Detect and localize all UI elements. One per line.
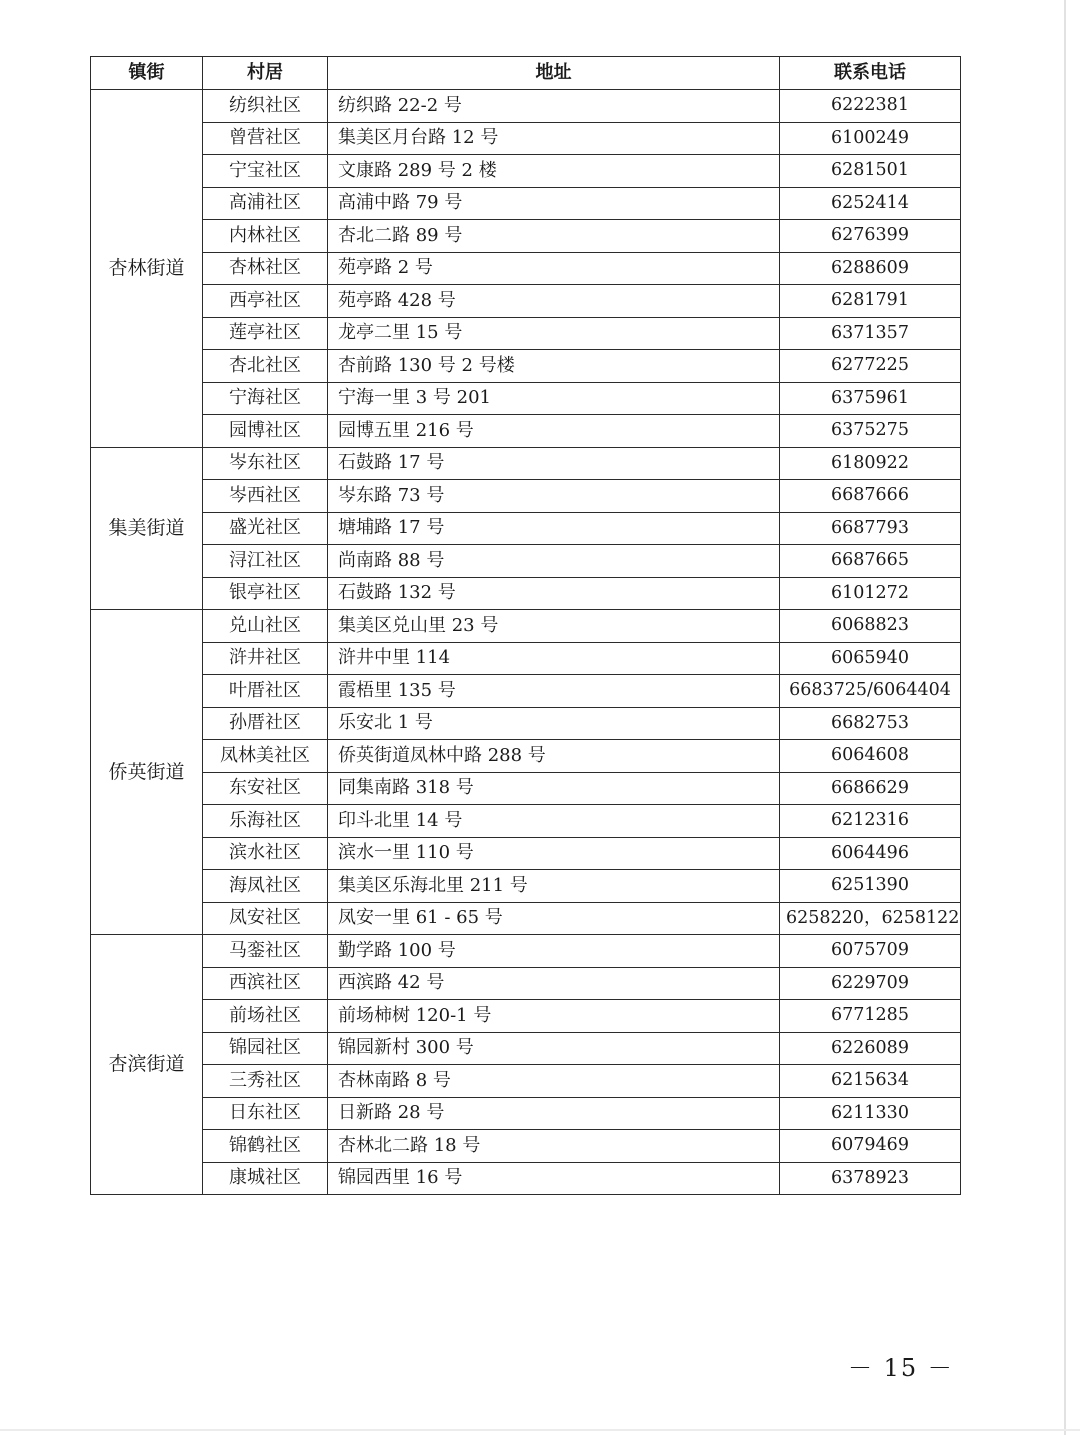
phone-cell: 6222381 (780, 90, 961, 123)
table-row (91, 415, 961, 448)
table-row (91, 707, 961, 740)
table-row (91, 1032, 961, 1065)
village-cell: 乐海社区 (203, 805, 328, 838)
village-cell: 园博社区 (203, 415, 328, 448)
table-row (91, 1000, 961, 1033)
phone-cell: 6682753 (780, 707, 961, 740)
table-row (91, 740, 961, 773)
phone-cell: 6065940 (780, 642, 961, 675)
address-cell: 前场柿树 120-1 号 (328, 1000, 780, 1033)
phone-cell: 6281501 (780, 155, 961, 188)
table-row (91, 577, 961, 610)
table-row (91, 935, 961, 968)
phone-cell: 6375275 (780, 415, 961, 448)
phone-cell: 6068823 (780, 610, 961, 643)
table-row (91, 870, 961, 903)
town-cell: 侨英街道 (91, 610, 203, 935)
address-cell: 侨英街道凤林中路 288 号 (328, 740, 780, 773)
village-cell: 锦园社区 (203, 1032, 328, 1065)
village-cell: 前场社区 (203, 1000, 328, 1033)
table-row (91, 675, 961, 708)
table-row (91, 285, 961, 318)
page-bottom-shadow (0, 1429, 1080, 1431)
village-cell: 东安社区 (203, 772, 328, 805)
address-cell: 集美区月台路 12 号 (328, 122, 780, 155)
phone-cell: 6375961 (780, 382, 961, 415)
phone-cell: 6378923 (780, 1162, 961, 1195)
town-cell: 杏林街道 (91, 90, 203, 448)
address-cell: 勤学路 100 号 (328, 935, 780, 968)
phone-cell: 6211330 (780, 1097, 961, 1130)
village-cell: 凤林美社区 (203, 740, 328, 773)
address-cell: 龙亭二里 15 号 (328, 317, 780, 350)
village-cell: 岑东社区 (203, 447, 328, 480)
table-row (91, 1162, 961, 1195)
address-cell: 滨水一里 110 号 (328, 837, 780, 870)
table-body (91, 90, 961, 1195)
address-cell: 印斗北里 14 号 (328, 805, 780, 838)
table-row (91, 1097, 961, 1130)
village-cell: 宁宝社区 (203, 155, 328, 188)
table-row (91, 90, 961, 123)
phone-cell: 6687666 (780, 480, 961, 513)
phone-cell: 6075709 (780, 935, 961, 968)
table-row (91, 610, 961, 643)
phone-cell: 6101272 (780, 577, 961, 610)
address-cell: 同集南路 318 号 (328, 772, 780, 805)
address-cell: 杏林南路 8 号 (328, 1065, 780, 1098)
address-cell: 乐安北 1 号 (328, 707, 780, 740)
address-cell: 苑亭路 2 号 (328, 252, 780, 285)
header-town: 镇街 (91, 57, 203, 90)
address-cell: 高浦中路 79 号 (328, 187, 780, 220)
village-cell: 滨水社区 (203, 837, 328, 870)
address-cell: 集美区兑山里 23 号 (328, 610, 780, 643)
village-cell: 日东社区 (203, 1097, 328, 1130)
address-cell: 岑东路 73 号 (328, 480, 780, 513)
phone-cell: 6064496 (780, 837, 961, 870)
address-cell: 杏林北二路 18 号 (328, 1130, 780, 1163)
table-row (91, 805, 961, 838)
address-cell: 宁海一里 3 号 201 (328, 382, 780, 415)
village-cell: 西滨社区 (203, 967, 328, 1000)
page-number: － 15 － (848, 1354, 954, 1382)
phone-cell: 6276399 (780, 220, 961, 253)
phone-cell: 6281791 (780, 285, 961, 318)
table-row (91, 967, 961, 1000)
page-edge-shadow (1064, 0, 1066, 1435)
village-cell: 盛光社区 (203, 512, 328, 545)
table-row (91, 772, 961, 805)
header-row (91, 57, 961, 90)
address-cell: 日新路 28 号 (328, 1097, 780, 1130)
address-cell: 霞梧里 135 号 (328, 675, 780, 708)
village-cell: 凤安社区 (203, 902, 328, 935)
address-cell: 西滨路 42 号 (328, 967, 780, 1000)
village-cell: 西亭社区 (203, 285, 328, 318)
table-row (91, 545, 961, 578)
phone-cell: 6226089 (780, 1032, 961, 1065)
village-cell: 高浦社区 (203, 187, 328, 220)
village-cell: 马銮社区 (203, 935, 328, 968)
village-cell: 内林社区 (203, 220, 328, 253)
table-row (91, 155, 961, 188)
table-row (91, 447, 961, 480)
village-cell: 锦鹤社区 (203, 1130, 328, 1163)
table-row (91, 122, 961, 155)
village-cell: 杏林社区 (203, 252, 328, 285)
phone-cell: 6252414 (780, 187, 961, 220)
address-cell: 纺织路 22-2 号 (328, 90, 780, 123)
village-cell: 浒井社区 (203, 642, 328, 675)
phone-cell: 6683725/6064404 (780, 675, 961, 708)
phone-cell: 6100249 (780, 122, 961, 155)
table-row (91, 382, 961, 415)
table-row (91, 317, 961, 350)
address-cell: 锦园西里 16 号 (328, 1162, 780, 1195)
phone-cell: 6687793 (780, 512, 961, 545)
address-cell: 文康路 289 号 2 楼 (328, 155, 780, 188)
address-cell: 杏北二路 89 号 (328, 220, 780, 253)
village-cell: 三秀社区 (203, 1065, 328, 1098)
table-header (91, 57, 961, 90)
address-cell: 尚南路 88 号 (328, 545, 780, 578)
table-row (91, 642, 961, 675)
village-cell: 岑西社区 (203, 480, 328, 513)
address-cell: 石鼓路 132 号 (328, 577, 780, 610)
community-contacts-table (90, 56, 961, 1195)
phone-cell: 6180922 (780, 447, 961, 480)
phone-cell: 6686629 (780, 772, 961, 805)
address-cell: 集美区乐海北里 211 号 (328, 870, 780, 903)
phone-cell: 6079469 (780, 1130, 961, 1163)
table-row (91, 480, 961, 513)
village-cell: 纺织社区 (203, 90, 328, 123)
table-row (91, 837, 961, 870)
phone-cell: 6771285 (780, 1000, 961, 1033)
town-cell: 集美街道 (91, 447, 203, 610)
phone-cell: 6064608 (780, 740, 961, 773)
village-cell: 兑山社区 (203, 610, 328, 643)
address-cell: 凤安一里 61 - 65 号 (328, 902, 780, 935)
table-row (91, 1130, 961, 1163)
phone-cell: 6251390 (780, 870, 961, 903)
table-row (91, 252, 961, 285)
address-cell: 杏前路 130 号 2 号楼 (328, 350, 780, 383)
table-row (91, 187, 961, 220)
phone-cell: 6212316 (780, 805, 961, 838)
village-cell: 莲亭社区 (203, 317, 328, 350)
phone-cell: 6288609 (780, 252, 961, 285)
header-village: 村居 (203, 57, 328, 90)
village-cell: 宁海社区 (203, 382, 328, 415)
address-cell: 锦园新村 300 号 (328, 1032, 780, 1065)
table-row (91, 1065, 961, 1098)
table-row (91, 350, 961, 383)
village-cell: 孙厝社区 (203, 707, 328, 740)
village-cell: 浔江社区 (203, 545, 328, 578)
phone-cell: 6215634 (780, 1065, 961, 1098)
village-cell: 叶厝社区 (203, 675, 328, 708)
phone-cell: 6687665 (780, 545, 961, 578)
table-row (91, 220, 961, 253)
village-cell: 康城社区 (203, 1162, 328, 1195)
header-phone: 联系电话 (780, 57, 961, 90)
address-cell: 石鼓路 17 号 (328, 447, 780, 480)
phone-cell: 6229709 (780, 967, 961, 1000)
address-cell: 塘埔路 17 号 (328, 512, 780, 545)
village-cell: 杏北社区 (203, 350, 328, 383)
header-address: 地址 (328, 57, 780, 90)
phone-cell: 6277225 (780, 350, 961, 383)
address-cell: 园博五里 216 号 (328, 415, 780, 448)
phone-cell: 6258220，6258122 (780, 902, 961, 935)
table-row (91, 902, 961, 935)
table-row (91, 512, 961, 545)
phone-cell: 6371357 (780, 317, 961, 350)
village-cell: 海凤社区 (203, 870, 328, 903)
village-cell: 曾营社区 (203, 122, 328, 155)
village-cell: 银亭社区 (203, 577, 328, 610)
town-cell: 杏滨街道 (91, 935, 203, 1195)
address-cell: 苑亭路 428 号 (328, 285, 780, 318)
address-cell: 浒井中里 114 (328, 642, 780, 675)
